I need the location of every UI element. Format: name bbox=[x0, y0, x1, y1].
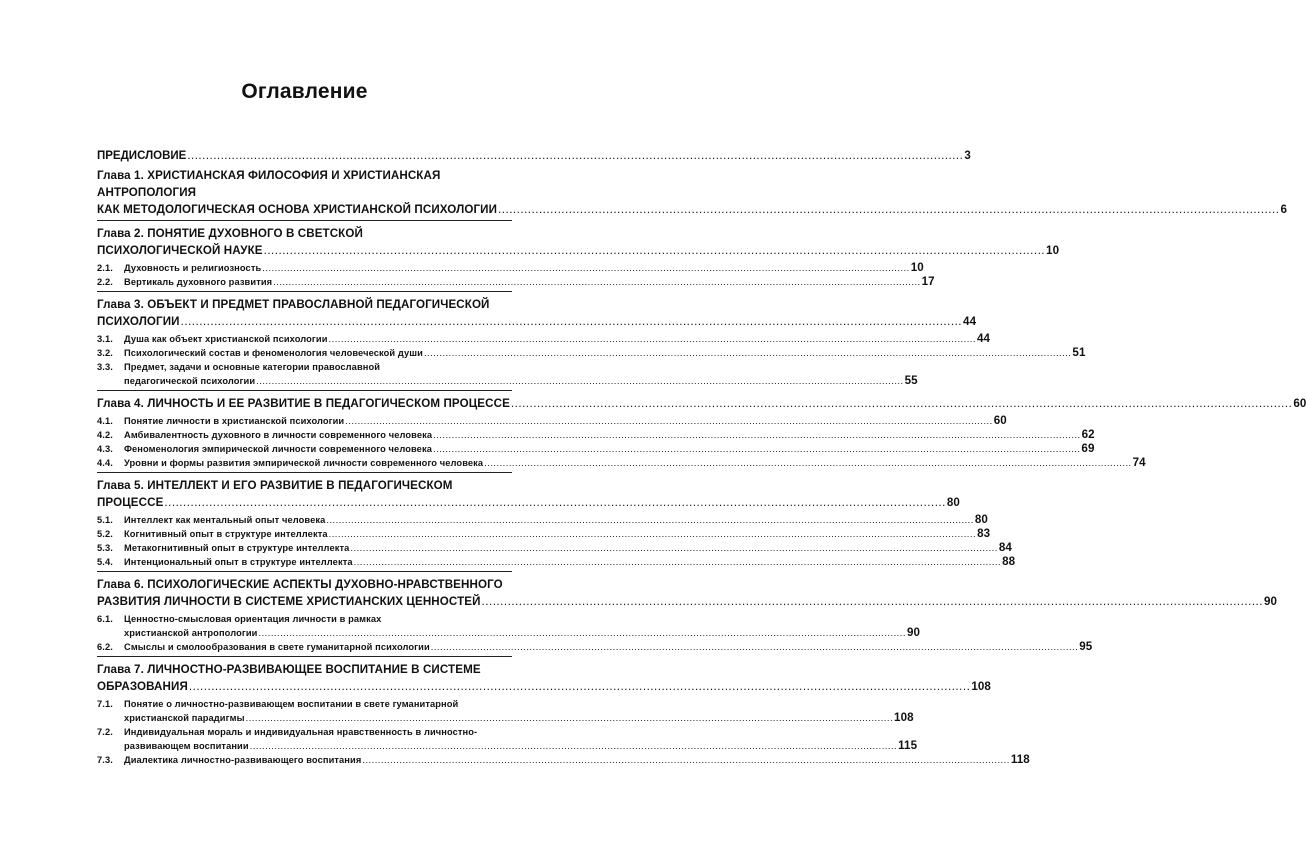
section-number: 7.1. bbox=[97, 699, 113, 709]
page-number: 51 bbox=[1072, 346, 1086, 359]
toc-section-entry[interactable] bbox=[97, 612, 921, 640]
dot-leader bbox=[484, 456, 1131, 470]
dot-leader bbox=[189, 678, 970, 695]
page-number: 62 bbox=[1081, 428, 1095, 441]
toc-section-entry[interactable] bbox=[97, 360, 918, 388]
section-title-line bbox=[97, 428, 1095, 442]
dot-leader bbox=[329, 332, 976, 346]
toc-chapter-entry[interactable] bbox=[97, 395, 1306, 470]
chapter-list bbox=[97, 167, 1306, 767]
section-title-line bbox=[97, 541, 1012, 555]
dot-leader bbox=[511, 395, 1292, 412]
section-title-line bbox=[97, 711, 914, 725]
dot-leader bbox=[164, 494, 945, 511]
chapter-divider bbox=[97, 291, 512, 292]
section-number: 5.4. bbox=[97, 557, 113, 567]
section-title-text: Когнитивный опыт в структуре интеллекта bbox=[124, 529, 328, 539]
chapter-title-line: Глава 7. ЛИЧНОСТНО-РАЗВИВАЮЩЕЕ ВОСПИТАНИЕ В СИСТЕМЕ bbox=[97, 663, 481, 676]
toc-section-entry[interactable] bbox=[97, 697, 914, 725]
toc-section-entry[interactable] bbox=[97, 527, 991, 541]
toc-section-entry[interactable] bbox=[97, 428, 1095, 442]
section-title-line bbox=[97, 527, 991, 541]
dot-leader bbox=[246, 711, 893, 725]
page-number: 74 bbox=[1132, 456, 1146, 469]
section-number: 3.1. bbox=[97, 334, 113, 344]
chapter-title-line bbox=[97, 678, 991, 695]
chapter-divider bbox=[97, 571, 512, 572]
section-number: 4.2. bbox=[97, 430, 113, 440]
toc-section-entry[interactable] bbox=[97, 442, 1095, 456]
section-title-text: Метакогнитивный опыт в структуре интеллекта bbox=[124, 543, 350, 553]
page-number: 6 bbox=[1280, 203, 1288, 216]
dot-leader bbox=[433, 428, 1080, 442]
toc-chapter-entry[interactable] bbox=[97, 477, 1016, 569]
chapter-title-text: ПСИХОЛОГИЧЕСКОЙ НАУКЕ bbox=[97, 244, 263, 257]
section-title-line bbox=[97, 346, 1086, 360]
section-number: 5.1. bbox=[97, 515, 113, 525]
section-title-line bbox=[97, 626, 921, 640]
toc-section-entry[interactable] bbox=[97, 513, 988, 527]
chapter-title-line: Глава 2. ПОНЯТИЕ ДУХОВНОГО В СВЕТСКОЙ bbox=[97, 227, 363, 240]
page-number: 44 bbox=[976, 332, 991, 345]
toc-chapter-entry[interactable] bbox=[97, 225, 1060, 289]
section-title-line bbox=[97, 725, 512, 739]
section-title-line bbox=[97, 442, 1095, 456]
toc-preface-entry[interactable] bbox=[97, 148, 971, 164]
section-number: 7.2. bbox=[97, 727, 113, 737]
dot-leader bbox=[326, 513, 973, 527]
section-number: 2.2. bbox=[97, 277, 113, 287]
section-number: 5.2. bbox=[97, 529, 113, 539]
chapter-title-line bbox=[97, 313, 977, 330]
chapter-title-line bbox=[97, 494, 960, 511]
chapter-title-line: Глава 1. ХРИСТИАНСКАЯ ФИЛОСОФИЯ И ХРИСТИАНСКАЯ АНТРОПОЛОГИЯ bbox=[97, 169, 441, 199]
section-number: 5.3. bbox=[97, 543, 113, 553]
section-title-text: Уровни и формы развития эмпирической личности современного человека bbox=[124, 458, 484, 468]
chapter-title-text: ПСИХОЛОГИИ bbox=[97, 315, 180, 328]
toc-section-entry[interactable] bbox=[97, 555, 1016, 569]
section-number: 4.1. bbox=[97, 416, 113, 426]
section-title-line bbox=[97, 513, 988, 527]
chapter-divider bbox=[97, 472, 512, 473]
section-title-line bbox=[97, 697, 512, 711]
section-title-text: Диалектика личностно-развивающего воспитания bbox=[124, 755, 362, 765]
section-title-text: Предмет, задачи и основные категории православной bbox=[124, 362, 381, 372]
chapter-title-line: Глава 5. ИНТЕЛЛЕКТ И ЕГО РАЗВИТИЕ В ПЕДАГОГИЧЕСКОМ bbox=[97, 479, 453, 492]
dot-leader bbox=[345, 414, 992, 428]
toc-section-entry[interactable] bbox=[97, 640, 1093, 654]
dot-leader bbox=[259, 626, 906, 640]
section-title-text: Интеллект как ментальный опыт человека bbox=[124, 515, 326, 525]
toc-chapter-entry[interactable] bbox=[97, 576, 1278, 654]
toc-section-entry[interactable] bbox=[97, 275, 935, 289]
section-number: 7.3. bbox=[97, 755, 113, 765]
toc-section-entry[interactable] bbox=[97, 456, 1146, 470]
chapter-title-text: Глава 4. ЛИЧНОСТЬ И ЕЕ РАЗВИТИЕ В ПЕДАГОГИЧЕСКОМ ПРОЦЕССЕ bbox=[97, 397, 510, 410]
toc-chapter-entry[interactable] bbox=[97, 661, 1030, 767]
section-title-text: развивающем воспитании bbox=[124, 741, 249, 751]
toc-chapter-entry[interactable] bbox=[97, 296, 1086, 388]
page-number: 115 bbox=[898, 739, 918, 752]
page-number: 108 bbox=[971, 680, 991, 693]
section-number: 4.3. bbox=[97, 444, 113, 454]
page-number: 88 bbox=[1002, 555, 1016, 568]
dot-leader bbox=[256, 374, 903, 388]
section-list bbox=[97, 414, 1146, 470]
page-number: 90 bbox=[906, 626, 921, 639]
section-number: 3.2. bbox=[97, 348, 113, 358]
chapter-divider bbox=[97, 390, 512, 391]
section-number: 2.1. bbox=[97, 263, 113, 273]
dot-leader bbox=[262, 261, 909, 275]
section-list bbox=[97, 513, 1016, 569]
section-title-text: христианской парадигмы bbox=[124, 713, 245, 723]
page-number: 60 bbox=[993, 414, 1007, 427]
toc-section-entry[interactable] bbox=[97, 346, 1086, 360]
section-title-line bbox=[97, 640, 1093, 654]
section-list bbox=[97, 332, 1086, 388]
page-number: 83 bbox=[977, 527, 991, 540]
section-title-text: Индивидуальная мораль и индивидуальная нравственность в личностно- bbox=[124, 727, 478, 737]
preface-label: ПРЕДИСЛОВИЕ bbox=[97, 150, 187, 162]
section-title-line bbox=[97, 753, 1030, 767]
section-title-text: Духовность и религиозность bbox=[124, 263, 262, 273]
chapter-divider bbox=[97, 220, 512, 221]
page-number: 3 bbox=[964, 150, 971, 162]
section-title-text: Феноменология эмпирической личности современного человека bbox=[124, 444, 432, 454]
section-title-text: Ценностно-смысловая ориентация личности в рамках bbox=[124, 614, 382, 624]
chapter-title-line: Глава 6. ПСИХОЛОГИЧЕСКИЕ АСПЕКТЫ ДУХОВНО-НРАВСТВЕННОГО bbox=[97, 578, 503, 591]
dot-leader bbox=[424, 346, 1071, 360]
page-number: 90 bbox=[1263, 595, 1278, 608]
dot-leader bbox=[329, 527, 976, 541]
section-title-text: Амбивалентность духовного в личности современного человека bbox=[124, 430, 433, 440]
chapter-title-text: ПРОЦЕССЕ bbox=[97, 496, 164, 509]
dot-leader bbox=[264, 242, 1045, 259]
section-list bbox=[97, 261, 935, 289]
section-title-line bbox=[97, 612, 512, 626]
chapter-title-text: РАЗВИТИЯ ЛИЧНОСТИ В СИСТЕМЕ ХРИСТИАНСКИХ ЦЕННОСТЕЙ bbox=[97, 595, 481, 608]
table-of-contents bbox=[97, 148, 1306, 767]
chapter-title-line: Глава 3. ОБЪЕКТ И ПРЕДМЕТ ПРАВОСЛАВНОЙ ПЕДАГОГИЧЕСКОЙ bbox=[97, 298, 490, 311]
toc-section-entry[interactable] bbox=[97, 725, 918, 753]
section-number: 6.2. bbox=[97, 642, 113, 652]
page-number: 84 bbox=[998, 541, 1012, 554]
dot-leader bbox=[354, 555, 1001, 569]
page-number: 17 bbox=[921, 275, 935, 288]
section-title-line bbox=[97, 332, 991, 346]
dot-leader bbox=[181, 313, 962, 330]
page-number: 80 bbox=[974, 513, 988, 526]
section-title-text: Смыслы и смолообразования в свете гуманитарной психологии bbox=[124, 642, 430, 652]
dot-leader bbox=[362, 753, 1009, 767]
chapter-title-line bbox=[97, 242, 1060, 259]
section-number: 6.1. bbox=[97, 614, 113, 624]
section-title-text: Понятие личности в христианской психологии bbox=[124, 416, 345, 426]
page-number: 55 bbox=[904, 374, 918, 387]
chapter-title-text: КАК МЕТОДОЛОГИЧЕСКАЯ ОСНОВА ХРИСТИАНСКОЙ ПСИХОЛОГИИ bbox=[97, 203, 498, 216]
dot-leader bbox=[273, 275, 920, 289]
page-number: 95 bbox=[1079, 640, 1093, 653]
toc-section-entry[interactable] bbox=[97, 261, 924, 275]
toc-section-entry[interactable] bbox=[97, 332, 991, 346]
page-number: 108 bbox=[894, 711, 914, 724]
chapter-title-line bbox=[97, 395, 1306, 412]
section-title-text: Вертикаль духовного развития bbox=[124, 277, 273, 287]
chapter-title-line bbox=[97, 201, 1288, 218]
dot-leader bbox=[431, 640, 1078, 654]
page-number: 10 bbox=[1046, 244, 1060, 257]
toc-chapter-entry[interactable] bbox=[97, 167, 1288, 218]
section-list bbox=[97, 612, 1093, 654]
section-title-text: педагогической психологии bbox=[124, 376, 256, 386]
dot-leader bbox=[433, 442, 1080, 456]
section-list bbox=[97, 697, 1030, 767]
section-title-line bbox=[97, 414, 1007, 428]
section-title-text: Психологический состав и феноменология человеческой души bbox=[124, 348, 423, 358]
chapter-title-line bbox=[97, 593, 1278, 610]
dot-leader bbox=[250, 739, 897, 753]
section-number: 4.4. bbox=[97, 458, 113, 468]
toc-section-entry[interactable] bbox=[97, 541, 1012, 555]
section-title-line bbox=[97, 739, 918, 753]
section-title-line bbox=[97, 360, 512, 374]
dot-leader bbox=[498, 201, 1279, 218]
section-number: 3.3. bbox=[97, 362, 113, 372]
chapter-title-text: ОБРАЗОВАНИЯ bbox=[97, 680, 188, 693]
section-title-text: Душа как объект христианской психологии bbox=[124, 334, 328, 344]
section-title-line bbox=[97, 555, 1016, 569]
page-number: 44 bbox=[963, 315, 977, 328]
dot-leader bbox=[187, 148, 963, 164]
section-title-text: христианской антропологии bbox=[124, 628, 258, 638]
section-title-line bbox=[97, 275, 935, 289]
page-number: 69 bbox=[1081, 442, 1095, 455]
page-number: 10 bbox=[910, 261, 924, 274]
dot-leader bbox=[350, 541, 997, 555]
toc-section-entry[interactable] bbox=[97, 414, 1007, 428]
page-number: 80 bbox=[946, 496, 960, 509]
section-title-line bbox=[97, 374, 918, 388]
chapter-divider bbox=[97, 656, 512, 657]
section-title-line bbox=[97, 456, 1146, 470]
page-number: 118 bbox=[1010, 753, 1030, 766]
page-number: 60 bbox=[1293, 397, 1306, 410]
section-title-text: Понятие о личностно-развивающем воспитании в свете гуманитарной bbox=[124, 699, 459, 709]
toc-section-entry[interactable] bbox=[97, 753, 1030, 767]
section-title-text: Интенциональный опыт в структуре интеллекта bbox=[124, 557, 353, 567]
section-title-line bbox=[97, 261, 924, 275]
dot-leader bbox=[482, 593, 1263, 610]
page-title: Оглавление bbox=[241, 80, 368, 103]
